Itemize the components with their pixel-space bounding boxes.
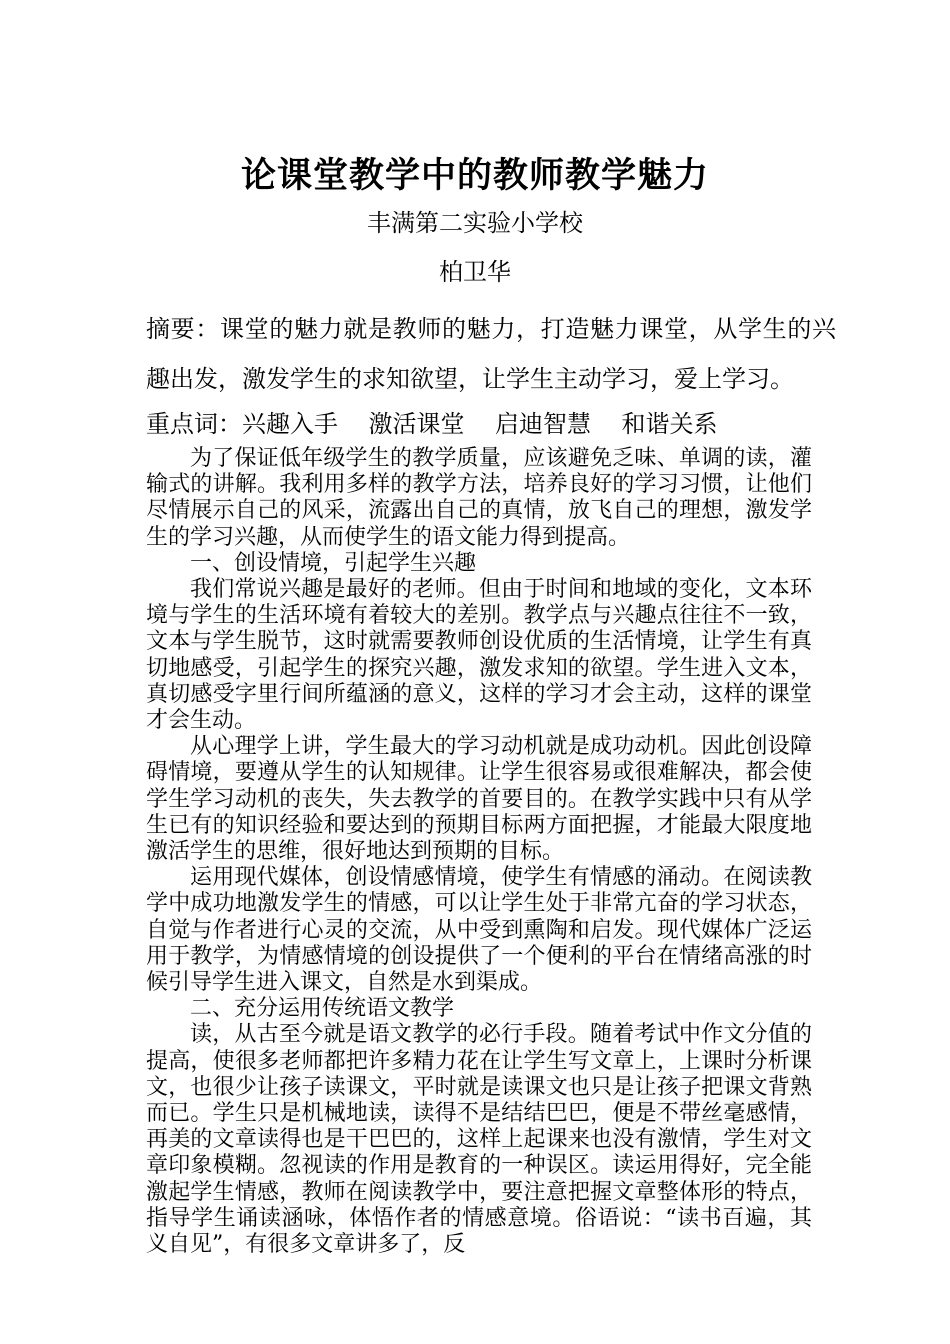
paragraph-intro: 为了保证低年级学生的教学质量，应该避免乏味、单调的读，灌输式的讲解。我利用多样的教学方法，培养良好的学习习惯，让他们尽情展示自己的风采，流露出自己的真情，放飞自己的理想，激发学生的学习兴趣，从而使学生的语文能力得到提高。	[146, 446, 812, 550]
document-title: 论课堂教学中的教师教学魅力	[240, 155, 709, 196]
keywords: 重点词：兴趣入手 激活课堂 启迪智慧 和谐关系	[146, 410, 718, 438]
paragraph: 从心理学上讲，学生最大的学习动机就是成功动机。因此创设障碍情境，要遵从学生的认知规律。让学生很容易或很难解决，都会使学生学习动机的丧失，失去教学的首要目的。在教学实践中只有从学生已有的知识经验和要达到的预期目标两方面把握，才能最大限度地激活学生的思维，很好地达到预期的目标。	[146, 734, 812, 865]
paragraph: 读，从古至今就是语文教学的必行手段。随着考试中作文分值的提高，使很多老师都把许多精力花在让学生写文章上，上课时分析课文，也很少让孩子读课文，平时就是读课文也只是让孩子把课文背熟而已。学生只是机械地读，读得不是结结巴巴，便是不带丝毫感情，再美的文章读得也是干巴巴的，这样上起课来也没有激情，学生对文章印象模糊。忽视读的作用是教育的一种误区。读运用得好，完全能激起学生情感，教师在阅读教学中，要注意把握文章整体形的特点，指导学生诵读涵咏，体悟作者的情感意境。俗语说：“读书百遍，其义自见”，有很多文章讲多了，反	[146, 1022, 812, 1258]
paragraph: 运用现代媒体，创设情感情境，使学生有情感的涌动。在阅读教学中成功地激发学生的情感，可以让学生处于非常亢奋的学习状态，自觉与作者进行心灵的交流，从中受到熏陶和启发。现代媒体广泛运用于教学，为情感情境的创设提供了一个便利的平台在情绪高涨的时候引导学生进入课文，自然是水到渠成。	[146, 865, 812, 996]
section-heading-1: 一、创设情境，引起学生兴趣	[190, 550, 477, 576]
paragraph: 我们常说兴趣是最好的老师。但由于时间和地域的变化，文本环境与学生的生活环境有着较大的差别。教学点与兴趣点往往不一致，文本与学生脱节，这时就需要教师创设优质的生活情境，让学生有真切地感受，引起学生的探究兴趣，激发求知的欲望。学生进入文本，真切感受字里行间所蕴涵的意义，这样的学习才会主动，这样的课堂才会生动。	[146, 577, 812, 734]
section-heading-2: 二、充分运用传统语文教学	[190, 996, 455, 1022]
body-text	[146, 446, 812, 1258]
school-name: 丰满第二实验小学校	[367, 209, 583, 237]
author-name: 柏卫华	[439, 258, 511, 286]
abstract: 摘要：课堂的魅力就是教师的魅力，打造魅力课堂，从学生的兴趣出发，激发学生的求知欲望，让学生主动学习，爱上学习。	[146, 315, 836, 393]
